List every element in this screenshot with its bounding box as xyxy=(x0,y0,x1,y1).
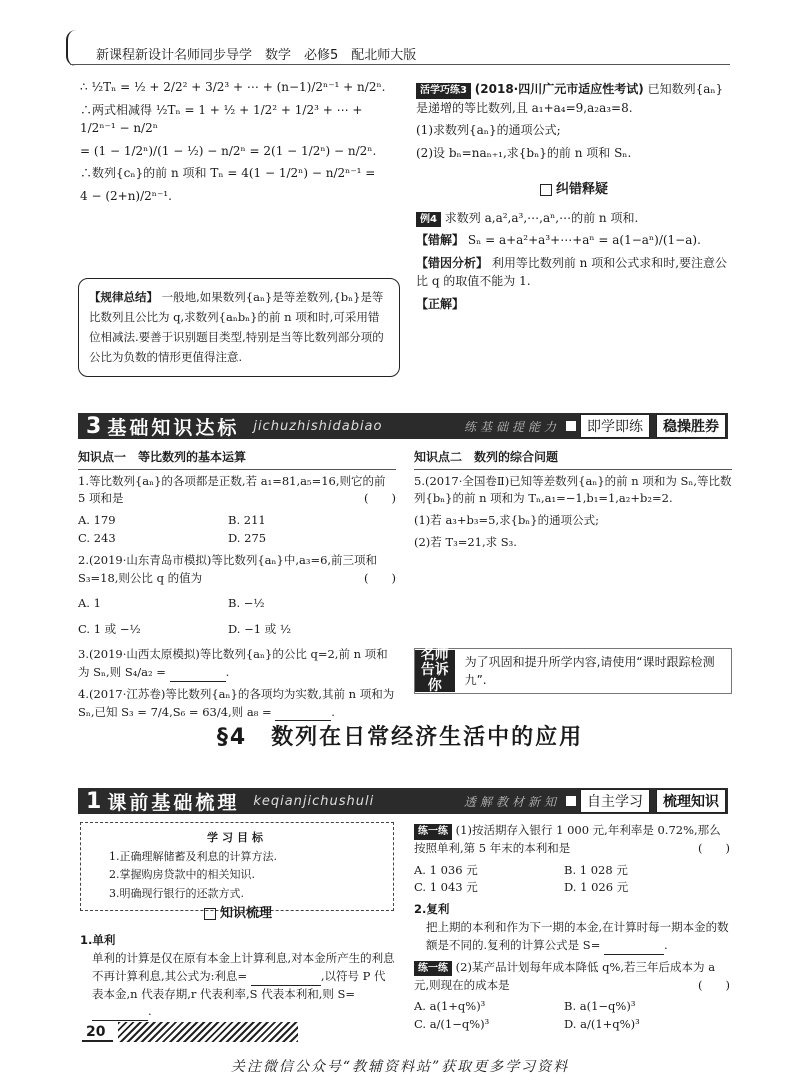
kp1-rule xyxy=(78,469,396,470)
band-number: 3 xyxy=(86,413,102,439)
compound-formula-blank[interactable] xyxy=(604,942,664,955)
error-reason-tag: 【错因分析】 xyxy=(416,255,489,270)
exercise-2-paren: ( ) xyxy=(698,977,730,992)
q2-answer-paren: ( ) xyxy=(364,570,396,585)
exercise-2-option-c: C. a/(1−q%)³ xyxy=(414,1017,490,1032)
exercise-2-option-a: A. a(1+q%)³ xyxy=(414,999,486,1014)
band-square-icon xyxy=(566,421,576,431)
q3-answer-blank[interactable] xyxy=(170,669,226,682)
exercise-1-option-c: C. 1 043 元 xyxy=(414,880,478,895)
error-section-title: 纠错释疑 xyxy=(555,182,608,198)
square-bullet-icon xyxy=(204,908,216,920)
knowledge-point-2 xyxy=(414,448,732,556)
q2-option-b: B. −½ xyxy=(228,596,265,611)
example-badge-icon: 例4 xyxy=(416,212,441,228)
q3-text: 3.(2019·山西太原模拟)等比数列{aₙ}的公比 q=2,前 n 项和为 Sₙ,则 S₄/a₂ = xyxy=(78,647,388,679)
band-tag-1: 即学即练 xyxy=(580,414,650,438)
wrong-solution-tag: 【错解】 xyxy=(416,233,465,248)
exercise-1-option-b: B. 1 028 元 xyxy=(564,862,628,877)
knowledge-summary: 知识梳理 1.单利 单利的计算是仅在原有本金上计算利息,对本金所产生的利息不再计算利息,其公式为:利息= ,以符号 P 代表本金,n 代表存期,r 代表利率,S 代表本利和,则 S= . xyxy=(80,904,396,1025)
footer-note: 关注微信公众号“教辅资料站”获取更多学习资料 xyxy=(230,1059,570,1075)
learning-goal-item: 2.掌握购房贷款中的相关知识. xyxy=(109,868,255,882)
section-band-preview xyxy=(78,788,728,814)
equation-line: 4 − (2+n)/2ⁿ⁻¹. xyxy=(80,188,172,203)
q1-answer-paren: ( ) xyxy=(364,491,396,506)
learning-goal-item: 1.正确理解储蓄及利息的计算方法. xyxy=(109,849,277,863)
q1-text: 1.等比数列{aₙ}的各项都是正数,若 a₁=81,a₅=16,则它的前 5 项和是 xyxy=(78,473,386,506)
q1-option-d: D. 275 xyxy=(228,531,267,546)
q5-part-2: (2)若 T₃=21,求 S₃. xyxy=(414,535,517,550)
error-reason-text: 利用等比数列前 n 项和公式求和时,要注意公比 q 的取值不能为 1. xyxy=(416,255,728,289)
exercise-1-option-d: D. 1 026 元 xyxy=(564,880,629,895)
practice-badge-icon: 活学巧练3 xyxy=(416,83,471,99)
equation-line: ∴数列{cₙ}的前 n 项和 Tₙ = 4(1 − 1/2ⁿ) − n/2ⁿ⁻¹ = xyxy=(80,166,376,181)
simple-interest-text-2: 以符号 P 代表本金,n 代表存期,r 代表利率,S 代表本利和,则 S= xyxy=(92,968,386,1001)
kp2-rule xyxy=(414,469,732,470)
practice-question-2: (2)设 bₙ=naₙ₊₁,求{bₙ}的前 n 项和 Sₙ. xyxy=(416,145,632,160)
exercise-1-text: (1)按活期存入银行 1 000 元,年利率是 0.72%,那么按照单利,第 5 年末的本利和是 xyxy=(414,823,721,855)
solution-continuation xyxy=(80,78,396,210)
section-band-basic-knowledge xyxy=(78,413,728,439)
wrong-solution-text: Sₙ = a+a²+a³+⋯+aⁿ = a(1−aⁿ)/(1−a). xyxy=(467,233,701,248)
practice-text: 已知数列{aₙ}是递增的等比数列,且 a₁+a₄=9,a₂a₃=8. xyxy=(416,82,724,115)
chapter-heading: §4 数列在日常经济生活中的应用 xyxy=(216,725,584,750)
simple-interest-heading: 1.单利 xyxy=(80,933,116,948)
teacher-tip-text: 为了巩固和提升所学内容,请使用“课时跟踪检测九”. xyxy=(464,655,715,687)
band-tag-2: 稳操胜券 xyxy=(656,414,726,438)
exercise-1-option-a: A. 1 036 元 xyxy=(414,862,478,877)
exercise-2-option-d: D. a/(1+q%)³ xyxy=(564,1017,640,1032)
simple-interest-text: 单利的计算是仅在原有本金上计算利息,对本金所产生的利息不再计算利息,其公式为:利息= xyxy=(92,950,395,983)
teacher-tip-box xyxy=(414,648,732,694)
q2-option-a: A. 1 xyxy=(78,596,101,611)
q2-text: 2.(2019·山东青岛市模拟)等比数列{aₙ}中,a₃=6,前三项和 S₃=18,则公比 q 的值为 xyxy=(78,552,378,585)
interest-formula-blank[interactable] xyxy=(251,973,321,986)
learning-goals-box xyxy=(80,822,394,911)
q1-option-b: B. 211 xyxy=(228,513,266,528)
compound-interest-text: 把上期的本利和作为下一期的本金,在计算时每一期本金的数额是不同的.复利的计算公式是 S= xyxy=(426,920,729,952)
q5-part-1: (1)若 a₃+b₃=5,求{bₙ}的通项公式; xyxy=(414,513,599,528)
q5-text: 5.(2017·全国卷Ⅱ)已知等差数列{aₙ}的前 n 项和为 Sₙ,等比数列{bₙ}的前 n 项和为 Tₙ,a₁=−1,b₁=1,a₂+b₂=2. xyxy=(414,473,732,506)
knowledge-summary-title: 知识梳理 xyxy=(219,906,272,921)
right-bottom-column: 练一练 (1)按活期存入银行 1 000 元,年利率是 0.72%,那么按照单利,第 5 年末的本利和是 ( ) A. 1 036 元 B. 1 028 元 C. 1 043 元 D. 1 026 元 2.复利 把上期的本利和作为下一期的本金,在计算时每一期本金的数额是不同的.复利的计算公式是 S= . 练一练 (2)某产品计划每年成本降低 q%,若三年后成本为 a 元,则现在的成本是 ( ) A. a(1+q%)³ B. a(1−q%)³ C. a/(1−q%)³ D. a/(1+q%)³ xyxy=(414,822,730,1038)
equation-line: ∴两式相减得 ½Tₙ = 1 + ½ + 1/2² + 1/2³ + ⋯ + 1/2ⁿ⁻¹ − n/2ⁿ xyxy=(80,102,363,136)
header-bracket-decoration xyxy=(66,30,82,66)
running-header: 新课程新设计名师同步导学 数学 必修5 配北师大版 xyxy=(96,48,417,63)
equation-line: = (1 − 1/2ⁿ)/(1 − ½) − n/2ⁿ = 2(1 − 1/2ⁿ) − n/2ⁿ. xyxy=(80,143,377,158)
example-text: 求数列 a,a²,a³,⋯,aⁿ,⋯的前 n 项和. xyxy=(444,210,639,225)
page-number-hatch-decoration xyxy=(118,1022,298,1042)
band-slogan: 练基础提能力 xyxy=(463,419,560,434)
band-tag-2: 梳理知识 xyxy=(656,789,726,813)
exercise-2-text: (2)某产品计划每年成本降低 q%,若三年后成本为 a 元,则现在的成本是 xyxy=(414,959,716,992)
exercise-2-option-b: B. a(1−q%)³ xyxy=(564,999,636,1014)
sum-formula-blank[interactable] xyxy=(92,1008,148,1021)
band-pinyin: keqianjichushuli xyxy=(253,793,375,809)
band-number: 1 xyxy=(86,788,102,814)
exercise-badge-icon: 练一练 xyxy=(414,824,452,840)
rule-summary-box xyxy=(78,278,400,377)
exercise-badge-icon: 练一练 xyxy=(414,961,452,977)
practice-source: (2018·四川广元市适应性考试) xyxy=(474,82,644,96)
learning-goal-item: 3.明确现行银行的还款方式. xyxy=(109,887,244,901)
square-bullet-icon xyxy=(540,184,552,196)
q2-option-d: D. −1 或 ½ xyxy=(228,621,292,636)
compound-interest-heading: 2.复利 xyxy=(414,902,450,917)
rule-summary-tag: 【规律总结】 xyxy=(89,290,158,304)
q2-option-c: C. 1 或 −½ xyxy=(78,621,141,636)
kp2-title: 知识点二 数列的综合问题 xyxy=(414,450,559,464)
learning-goals-title: 学习目标 xyxy=(207,831,267,844)
band-square-icon xyxy=(566,796,576,806)
q1-option-c: C. 243 xyxy=(78,531,116,546)
teacher-tip-icon: 名师告诉你 xyxy=(415,650,455,692)
correct-solution-tag: 【正解】 xyxy=(416,296,465,311)
kp1-title: 知识点一 等比数列的基本运算 xyxy=(78,450,247,464)
band-title: 基础知识达标 xyxy=(107,416,240,439)
band-slogan: 透解教材新知 xyxy=(463,794,560,809)
q1-option-a: A. 179 xyxy=(78,513,116,528)
band-pinyin: jichuzhishidabiao xyxy=(253,418,383,434)
rule-summary-text: 一般地,如果数列{aₙ}是等差数列,{bₙ}是等比数列且公比为 q,求数列{aₙbₙ}的前 n 项和时,可采用错位相减法.要善于识别题目类型,特别是当等比数列部分项的公比为负数的情形更值得注意. xyxy=(89,290,384,365)
header-rule xyxy=(70,64,730,65)
knowledge-point-1: 知识点一 等比数列的基本运算 1.等比数列{aₙ}的各项都是正数,若 a₁=81,a₅=16,则它的前 5 项和是 ( ) A. 179 B. 211 C. 243 D. 275 2.(2019·山东青岛市模拟)等比数列{aₙ}中,a₃=6,前三项和 S₃=18,则公比 q 的值为 ( ) A. 1 B. −½ C. 1 或 −½ D. −1 或 ½ 3.(2019·山西太原模拟)等比数列{aₙ}的公比 q=2,前 n 项和为 Sₙ,则 S₄/a₂ = . 4.(2017·江苏卷)等比数列{aₙ}的各项均为实数,其前 n 项和为 Sₙ,已知 S₃ = 7/4,S₆ = 63/4,则 a₈ = . xyxy=(78,448,396,725)
page-number: 20 xyxy=(82,1024,113,1042)
q4-text: 4.(2017·江苏卷)等比数列{aₙ}的各项均为实数,其前 n 项和为 Sₙ,已知 S₃ = 7/4,S₆ = 63/4,则 a₈ = xyxy=(78,686,395,719)
equation-line: ∴ ½Tₙ = ½ + 2/2² + 3/2³ + ⋯ + (n−1)/2ⁿ⁻¹ + n/2ⁿ. xyxy=(80,80,386,94)
practice-question-1: (1)求数列{aₙ}的通项公式; xyxy=(416,123,561,138)
band-title: 课前基础梳理 xyxy=(107,791,240,814)
band-tag-1: 自主学习 xyxy=(580,789,650,813)
right-top-column xyxy=(416,80,732,317)
knowledge-summary-heading xyxy=(80,904,396,924)
error-section-heading xyxy=(416,180,732,200)
exercise-1-paren: ( ) xyxy=(698,840,730,855)
